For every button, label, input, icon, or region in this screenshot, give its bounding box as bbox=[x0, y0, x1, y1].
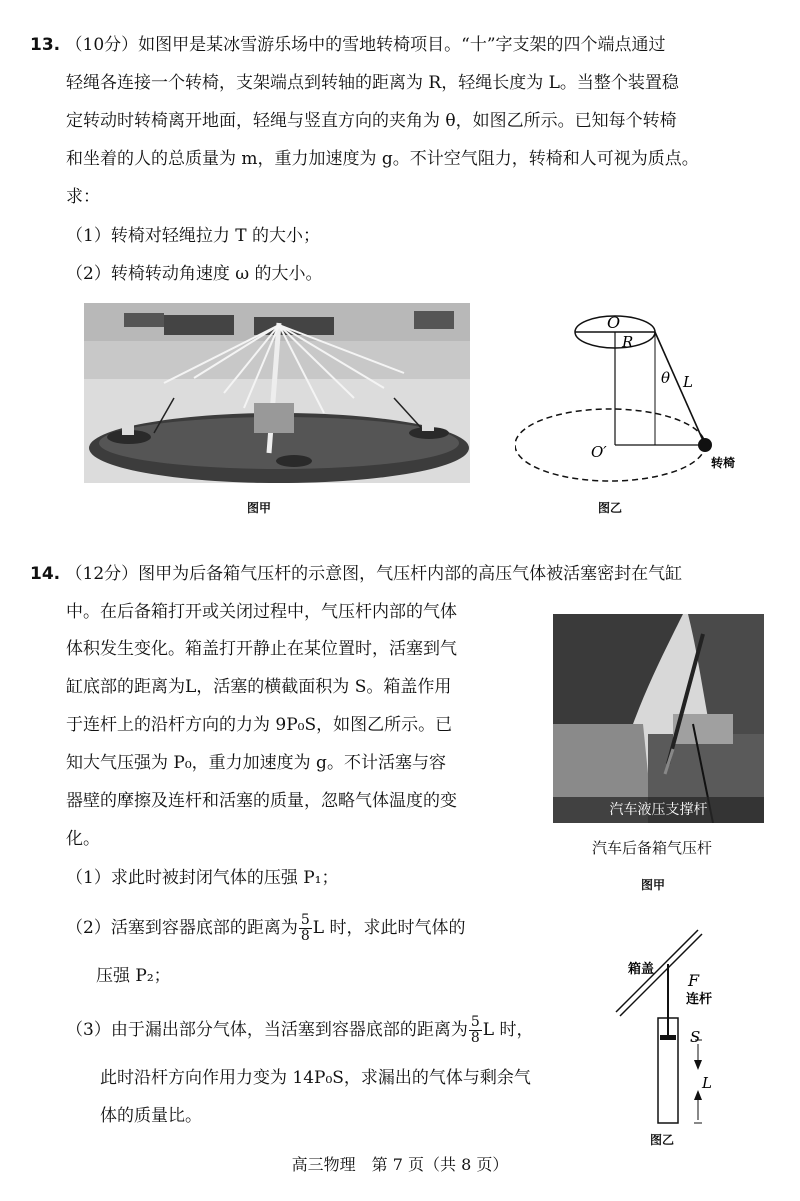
swing-diagram bbox=[515, 305, 775, 485]
q14-sub-3-text-b: L 时， bbox=[482, 1020, 534, 1040]
q13-sub-1: （1）转椅对轻绳拉力 T 的大小； bbox=[66, 226, 320, 246]
diagram-label-O: O bbox=[607, 313, 621, 332]
diagram-label-L: L bbox=[683, 373, 693, 391]
frac-den-b: 8 bbox=[470, 1030, 480, 1046]
page-footer: 高三物理 第 7 页（共 8 页） bbox=[291, 1155, 509, 1174]
q13-line-4: 和坐着的人的总质量为 m，重力加速度为 g。不计空气阻力，转椅和人可视为质点。 bbox=[66, 149, 699, 169]
q14-sub-3 bbox=[66, 1015, 533, 1046]
q13-line-5: 求： bbox=[66, 187, 100, 207]
diagram-label-O-prime: O′ bbox=[591, 443, 607, 461]
q13-fig-yi-caption: 图乙 bbox=[598, 501, 623, 515]
q14-sub-2-cont: 压强 P₂； bbox=[96, 966, 171, 986]
q14-line-3: 体积发生变化。箱盖打开静止在某位置时，活塞到气 bbox=[66, 639, 457, 659]
q14-line-4: 缸底部的距离为L，活塞的横截面积为 S。箱盖作用 bbox=[66, 677, 452, 697]
q14-text-1: （12分）图甲为后备箱气压杆的示意图，气压杆内部的高压气体被活塞密封在气缸 bbox=[65, 564, 683, 584]
trunk-photo-art bbox=[553, 614, 764, 823]
strut-diagram bbox=[610, 920, 730, 1145]
q13-line-2: 轻绳各连接一个转椅，支架端点到转轴的距离为 R，轻绳长度为 L。当整个装置稳 bbox=[66, 73, 679, 93]
q14-line-5: 于连杆上的沿杆方向的力为 9P₀S，如图乙所示。已 bbox=[66, 715, 453, 735]
q14-line-2: 中。在后备箱打开或关闭过程中，气压杆内部的气体 bbox=[66, 602, 457, 622]
q14-line-8: 化。 bbox=[66, 829, 100, 849]
diagram-rope bbox=[655, 332, 705, 445]
q14-line-1 bbox=[30, 563, 682, 585]
label-F: F bbox=[688, 971, 700, 990]
q14-fig-yi-caption: 图乙 bbox=[650, 1133, 675, 1147]
q13-line-1 bbox=[30, 34, 666, 56]
diagram-label-R: R bbox=[622, 333, 634, 351]
label-S: S bbox=[690, 1028, 701, 1046]
label-rod: 连杆 bbox=[686, 992, 713, 1007]
q14-sub-1: （1）求此时被封闭气体的压强 P₁； bbox=[66, 868, 339, 888]
label-L: L bbox=[702, 1074, 712, 1092]
diagram-label-chair: 转椅 bbox=[711, 456, 736, 470]
label-lid: 箱盖 bbox=[628, 962, 655, 977]
q14-sub-2-text-a: （2）活塞到容器底部的距离为 bbox=[66, 918, 298, 938]
frac-den: 8 bbox=[300, 928, 310, 944]
q14-number: 14. bbox=[30, 564, 61, 584]
piston bbox=[660, 1035, 676, 1040]
q14-sub-3-line-2: 此时沿杆方向作用力变为 14P₀S，求漏出的气体与剩余气 bbox=[100, 1068, 531, 1088]
diagram-chair-dot bbox=[698, 438, 712, 452]
trunk-photo-caption: 汽车后备箱气压杆 bbox=[592, 839, 713, 857]
q13-fig-jia-caption: 图甲 bbox=[247, 501, 272, 515]
q13-number: 13. bbox=[30, 35, 61, 55]
diagram-label-theta: θ bbox=[661, 369, 671, 387]
frac-num-b: 5 bbox=[470, 1014, 480, 1030]
q14-line-6: 知大气压强为 P₀，重力加速度为 g。不计活塞与容 bbox=[66, 753, 446, 773]
q13-text-1: （10分）如图甲是某冰雪游乐场中的雪地转椅项目。“十”字支架的四个端点通过 bbox=[65, 35, 666, 55]
q14-sub-3-line-3: 体的质量比。 bbox=[100, 1106, 202, 1126]
q13-sub-2: （2）转椅转动角速度 ω 的大小。 bbox=[66, 264, 323, 284]
q13-line-3: 定转动时转椅离开地面，轻绳与竖直方向的夹角为 θ，如图乙所示。已知每个转椅 bbox=[66, 111, 677, 131]
snow-swing-photo bbox=[84, 303, 470, 483]
fraction-5-8-b bbox=[469, 1015, 482, 1046]
photo-overlay-label: 汽车液压支撑杆 bbox=[553, 797, 764, 823]
q14-sub-2 bbox=[66, 913, 465, 944]
q14-fig-jia-caption: 图甲 bbox=[641, 878, 666, 892]
q14-sub-2-text-b: L 时，求此时气体的 bbox=[312, 918, 466, 938]
fraction-5-8 bbox=[299, 913, 312, 944]
frac-num: 5 bbox=[300, 912, 310, 928]
trunk-photo bbox=[553, 614, 764, 823]
q14-sub-3-text-a: （3）由于漏出部分气体，当活塞到容器底部的距离为 bbox=[66, 1020, 468, 1040]
q14-line-7: 器壁的摩擦及连杆和活塞的质量，忽略气体温度的变 bbox=[66, 791, 457, 811]
